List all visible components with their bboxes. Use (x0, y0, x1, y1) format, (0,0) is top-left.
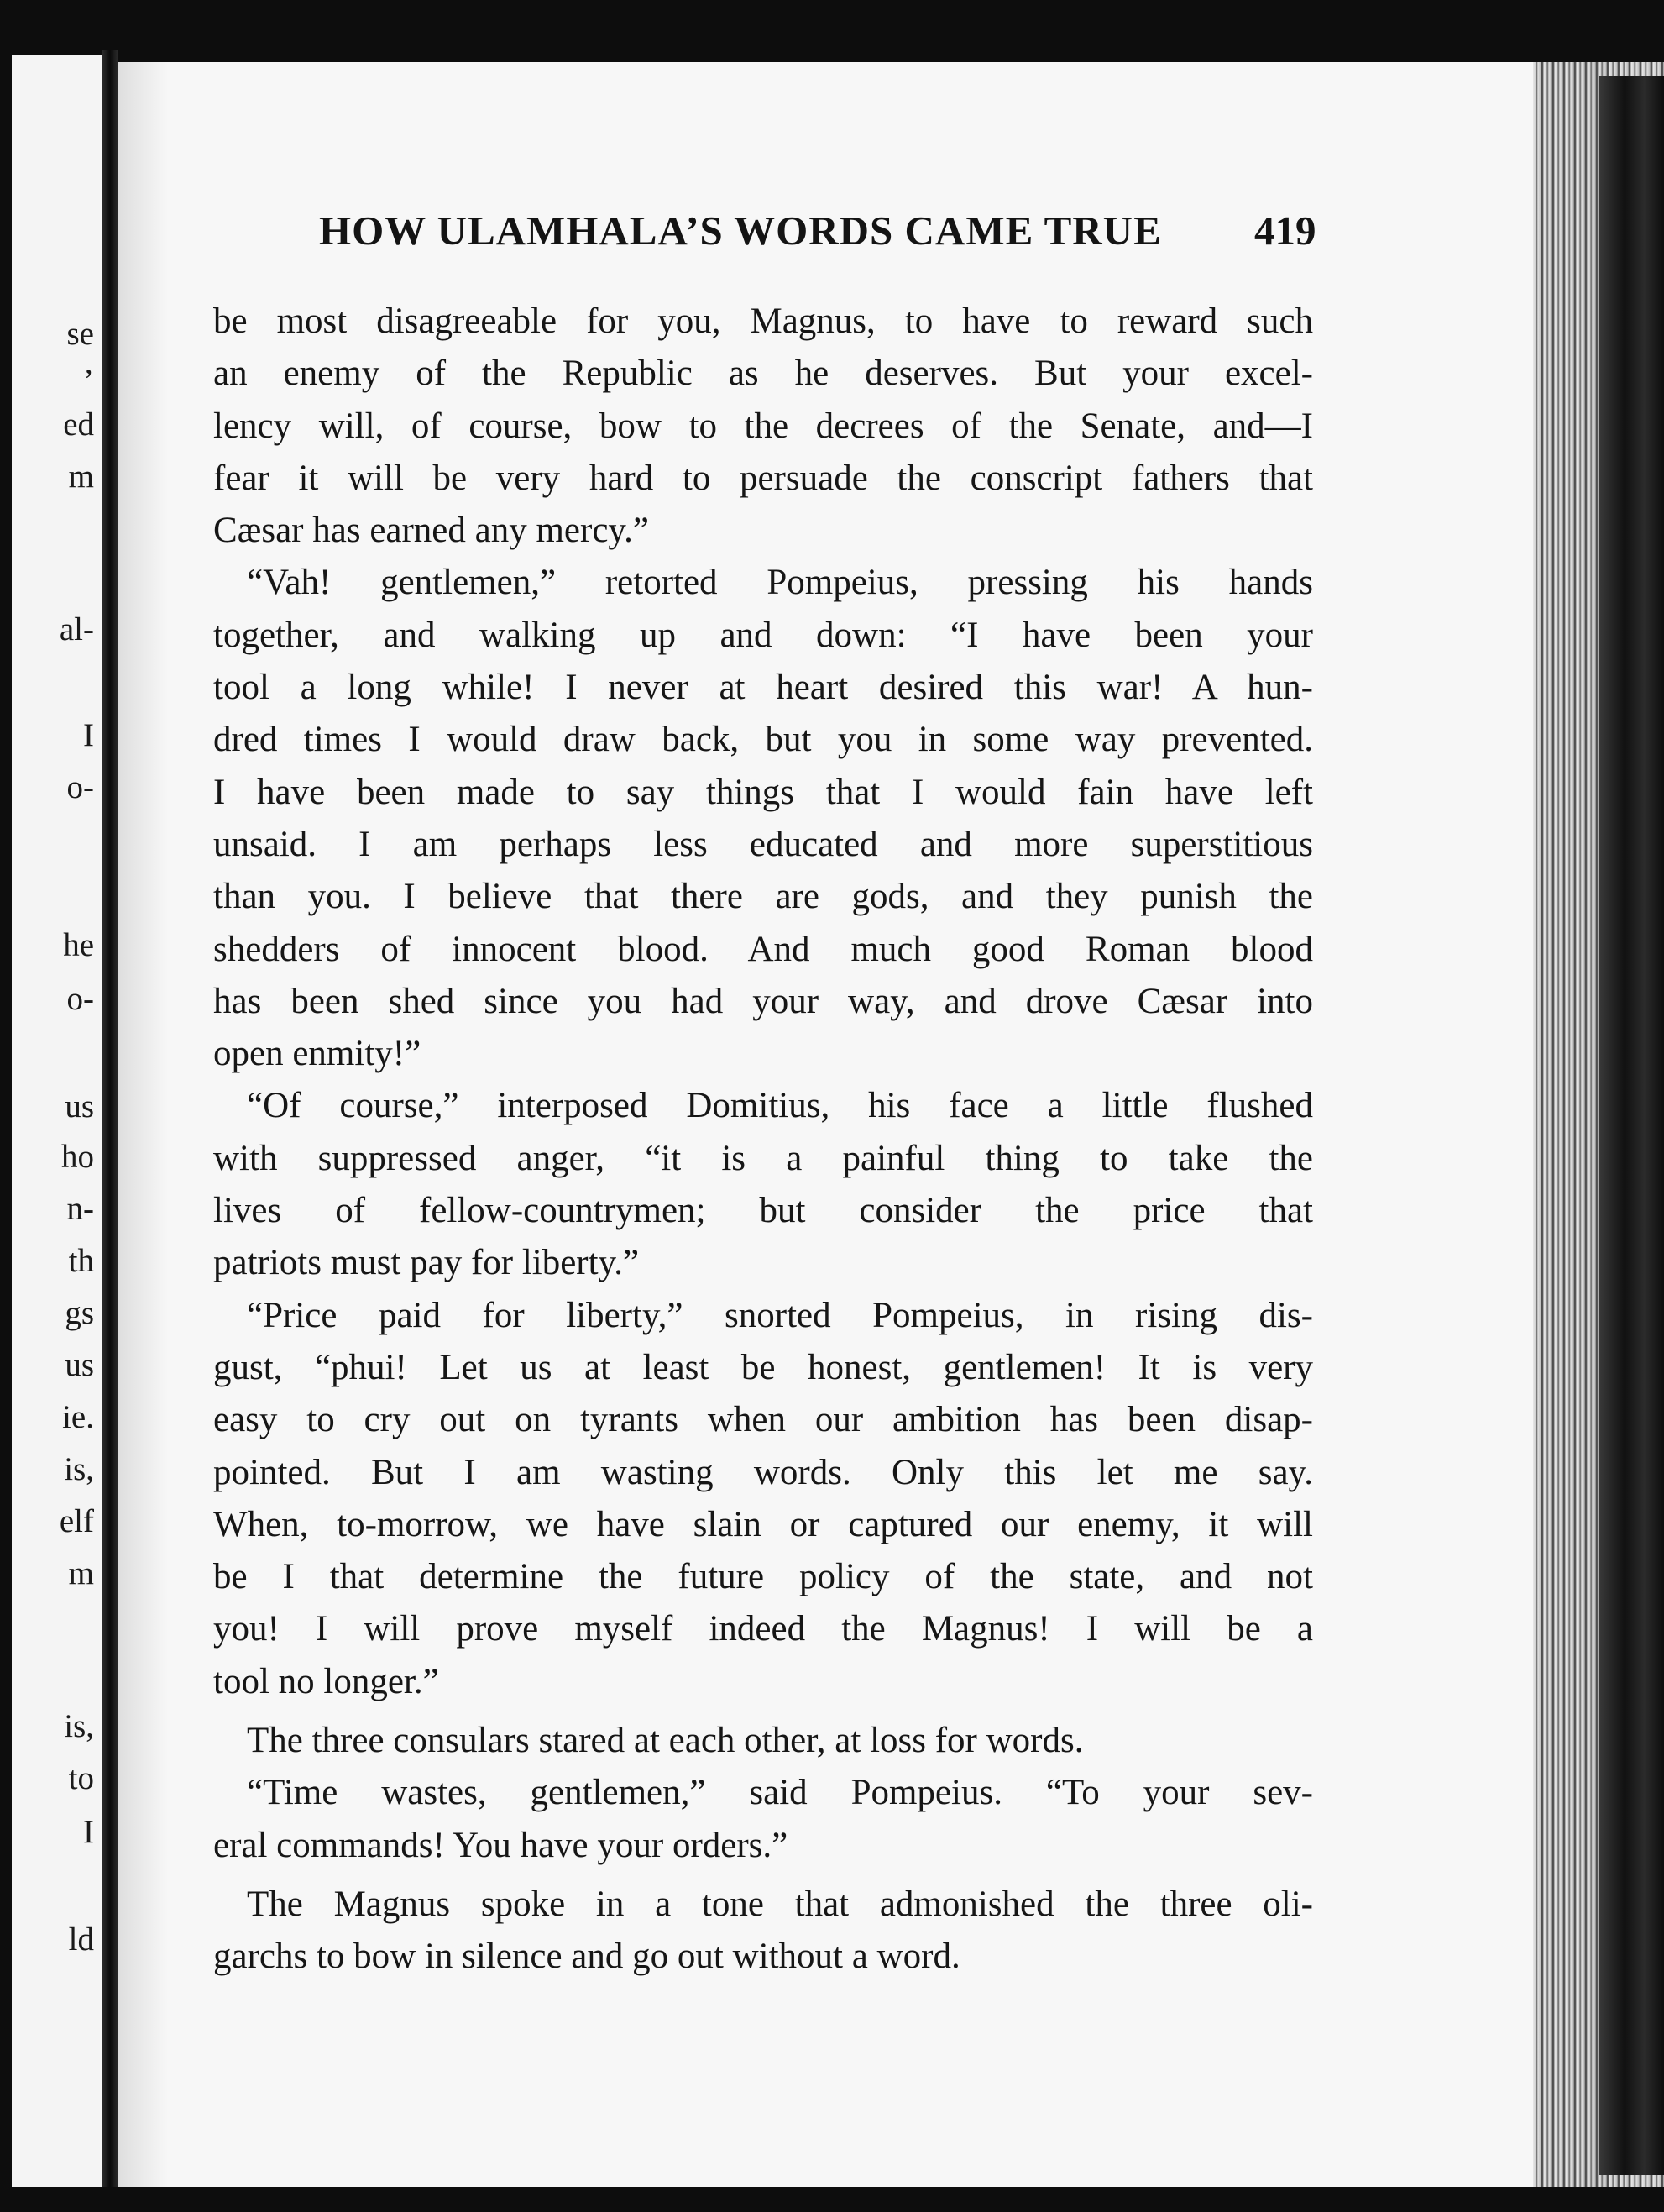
left-page-fragment: elf (59, 1503, 94, 1539)
left-page-fragment: I (83, 1814, 94, 1850)
text-line: you! I will prove myself indeed the Magnus! I will be a (213, 1609, 1313, 1649)
left-page-fragment: gs (65, 1295, 94, 1331)
text-line: eral commands! You have your orders.” (213, 1825, 788, 1865)
text-line: When, to-morrow, we have slain or captured our enemy, it will (213, 1504, 1313, 1544)
text-line: pointed. But I am wasting words. Only this let me say. (213, 1452, 1313, 1492)
text-line: tool no longer.” (213, 1661, 439, 1701)
text-line: open enmity!” (213, 1034, 421, 1074)
body-text (213, 296, 1313, 1984)
book-cover-edge (1599, 76, 1664, 2175)
left-page-fragment: he (63, 927, 94, 963)
text-line: shedders of innocent blood. And much good Roman blood (213, 929, 1313, 969)
left-page-fragment: us (65, 1088, 94, 1124)
left-page-fragment: ld (68, 1921, 94, 1958)
left-page-fragment: I (83, 717, 94, 753)
left-page-fragment: ed (63, 406, 94, 443)
text-line: than you. I believe that there are gods, and they punish the (213, 877, 1313, 917)
text-line: has been shed since you had your way, and drove Cæsar into (213, 981, 1313, 1021)
left-page-fragment: th (68, 1243, 94, 1279)
text-line: The Magnus spoke in a tone that admonished the three oli- (247, 1884, 1313, 1924)
scanner-background-top (0, 0, 1664, 66)
text-line: be I that determine the future policy of the state, and not (213, 1557, 1313, 1597)
gutter-shadow (118, 62, 168, 2190)
page-number: 419 (1254, 207, 1316, 254)
text-line: with suppressed anger, “it is a painful thing to take the (213, 1138, 1313, 1178)
left-page-fragment: ho (61, 1139, 94, 1175)
left-page-fragment: ’ (83, 363, 94, 399)
previous-page-sliver (12, 55, 106, 2192)
left-page-fragment: m (68, 1555, 94, 1591)
text-line: lency will, of course, bow to the decrees of the Senate, and—I (213, 406, 1313, 446)
text-line: together, and walking up and down: “I have been your (213, 615, 1313, 655)
left-page-fragment: m (68, 459, 94, 495)
scanner-background-bottom (0, 2187, 1664, 2212)
text-line: Cæsar has earned any mercy.” (213, 511, 649, 551)
text-line: easy to cry out on tyrants when our ambition has been disap- (213, 1400, 1313, 1440)
text-line: gust, “phui! Let us at least be honest, gentlemen! It is very (213, 1347, 1313, 1387)
text-line: tool a long while! I never at heart desired this war! A hun- (213, 668, 1313, 708)
left-page-fragment: o- (66, 981, 94, 1017)
text-line: “Vah! gentlemen,” retorted Pompeius, pressing his hands (247, 563, 1313, 603)
left-page-fragment: to (68, 1760, 94, 1796)
scanner-background-left (0, 0, 12, 2212)
book-gutter (102, 50, 118, 2200)
left-page-fragment: n- (66, 1191, 94, 1227)
text-line: garchs to bow in silence and go out without a word. (213, 1937, 960, 1977)
text-line: “Of course,” interposed Domitius, his face a little flushed (247, 1086, 1313, 1126)
left-page-fragment: is, (64, 1451, 94, 1487)
left-page-fragment: is, (64, 1708, 94, 1744)
left-page-fragment: o- (66, 769, 94, 805)
text-line: The three consulars stared at each other, at loss for words. (247, 1721, 1084, 1761)
left-page-fragment: us (65, 1347, 94, 1383)
text-line: be most disagreeable for you, Magnus, to have to reward such (213, 301, 1313, 341)
text-line: “Price paid for liberty,” snorted Pompeius, in rising dis- (247, 1295, 1313, 1335)
text-line: dred times I would draw back, but you in some way prevented. (213, 720, 1313, 760)
text-line: fear it will be very hard to persuade the conscript fathers that (213, 458, 1313, 498)
text-line: unsaid. I am perhaps less educated and more superstitious (213, 824, 1313, 864)
text-line: patriots must pay for liberty.” (213, 1243, 640, 1283)
text-line: lives of fellow-countrymen; but consider the price that (213, 1191, 1313, 1231)
left-page-fragment: se (66, 316, 94, 352)
left-page-fragment: ie. (62, 1399, 94, 1435)
text-line: “Time wastes, gentlemen,” said Pompeius. “To your sev- (247, 1773, 1313, 1813)
text-line: an enemy of the Republic as he deserves. But your excel- (213, 354, 1313, 394)
text-line: I have been made to say things that I would fain have left (213, 772, 1313, 812)
left-page-fragment: al- (59, 611, 94, 647)
running-title: HOW ULAMHALA’S WORDS CAME TRUE (319, 207, 1162, 254)
